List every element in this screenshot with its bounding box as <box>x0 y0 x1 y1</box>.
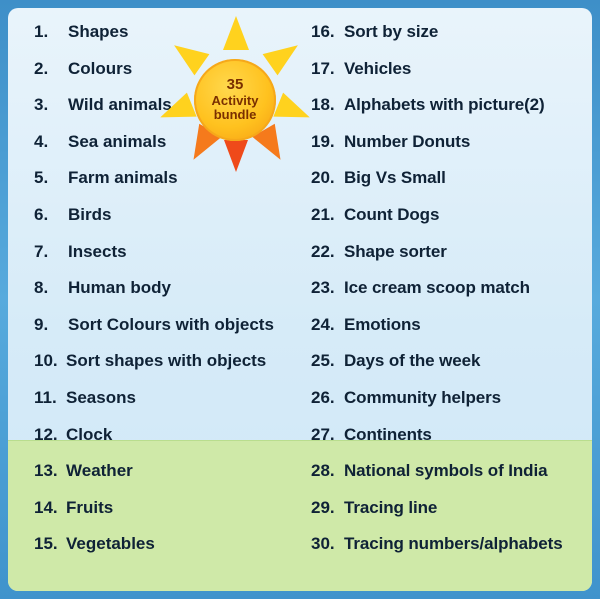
list-item-label: Sea animals <box>68 131 167 151</box>
list-item[interactable] <box>311 242 582 279</box>
list-item-label: Sort Colours with objects <box>68 314 274 334</box>
list-item[interactable] <box>311 59 582 96</box>
list-item-label: Colours <box>68 58 133 78</box>
list-item-label: Continents <box>344 424 432 444</box>
list-item-number: 13. <box>34 461 58 481</box>
list-item-label: Shapes <box>68 22 129 41</box>
list-item[interactable] <box>311 22 582 59</box>
list-item[interactable] <box>34 22 305 59</box>
list-item[interactable] <box>34 132 305 169</box>
list-item[interactable] <box>311 95 582 132</box>
list-item-label: Insects <box>68 241 127 261</box>
list-item-label: Tracing numbers/alphabets <box>344 534 563 554</box>
list-item[interactable] <box>311 425 582 462</box>
list-item[interactable] <box>34 534 305 571</box>
list-item-label: Days of the week <box>344 351 481 371</box>
list-item-number: 6. <box>34 204 49 224</box>
list-item[interactable] <box>311 351 582 388</box>
list-item[interactable] <box>34 92 305 132</box>
list-item-number: 25. <box>311 351 335 371</box>
list-item-number: 14. <box>34 497 58 517</box>
list-item[interactable] <box>311 498 582 535</box>
list-item-number: 12. <box>34 424 58 444</box>
list-item-label: Ice cream scoop match <box>344 278 530 298</box>
list-item[interactable] <box>311 278 582 315</box>
list-item-label: Community helpers <box>344 387 501 407</box>
list-item[interactable] <box>34 461 305 498</box>
list-item-label: Vehicles <box>344 58 412 78</box>
list-item-number: 20. <box>311 168 335 188</box>
list-item-label: Clock <box>66 424 113 444</box>
list-item-label: Big Vs Small <box>344 168 446 188</box>
list-item-number: 23. <box>311 278 335 298</box>
list-item-number: 22. <box>311 241 335 261</box>
list-item-number: 2. <box>34 58 49 78</box>
list-item-label: Tracing line <box>344 497 438 517</box>
list-item[interactable] <box>311 534 582 571</box>
list-item[interactable] <box>34 168 305 205</box>
list-item-number: 17. <box>311 58 335 78</box>
list-item[interactable] <box>34 205 305 242</box>
list-item-label: Weather <box>66 461 133 481</box>
list-item-number: 1. <box>34 22 49 41</box>
list-item[interactable] <box>311 205 582 242</box>
list-item[interactable] <box>311 168 582 205</box>
list-item-number: 24. <box>311 314 335 334</box>
list-item-number: 10. <box>34 351 58 371</box>
list-item-label: Farm animals <box>68 168 178 188</box>
list-item-label: Seasons <box>66 387 136 407</box>
list-item-label: Shape sorter <box>344 241 447 261</box>
list-item-label: Number Donuts <box>344 131 471 151</box>
list-item-label: Birds <box>68 204 112 224</box>
badge-count: 35 <box>226 76 244 94</box>
list-item-label: Human body <box>68 278 171 298</box>
list-item-number: 21. <box>311 204 335 224</box>
activity-column-left <box>18 22 305 583</box>
list-item-number: 28. <box>311 461 335 481</box>
list-item-number: 5. <box>34 168 49 188</box>
list-item-label: Wild animals <box>68 95 172 115</box>
list-item-number: 30. <box>311 534 335 554</box>
list-item-label: Count Dogs <box>344 204 440 224</box>
list-item-number: 11. <box>34 387 57 407</box>
list-item[interactable] <box>311 388 582 425</box>
badge-line2: bundle <box>213 107 257 123</box>
list-item-label: National symbols of India <box>344 461 548 481</box>
activity-list-card <box>8 8 592 591</box>
list-item[interactable] <box>34 278 305 315</box>
list-item-number: 7. <box>34 241 49 261</box>
list-item-number: 27. <box>311 424 335 444</box>
list-item[interactable] <box>34 59 305 96</box>
list-item-number: 9. <box>34 314 49 334</box>
list-item-number: 29. <box>311 497 335 517</box>
list-item[interactable] <box>34 425 305 462</box>
list-item-label: Sort shapes with objects <box>66 351 267 371</box>
list-item-label: Fruits <box>66 497 114 517</box>
list-item[interactable] <box>34 351 305 388</box>
activity-columns <box>8 8 592 591</box>
list-item-label: Vegetables <box>66 534 155 554</box>
list-item-label: Emotions <box>344 314 421 334</box>
list-item[interactable] <box>34 388 305 425</box>
list-item-number: 8. <box>34 278 49 298</box>
list-item[interactable] <box>311 461 582 498</box>
list-item[interactable] <box>311 132 582 169</box>
badge-line1: Activity <box>211 92 259 108</box>
list-item-label: Sort by size <box>344 22 439 41</box>
list-item-number: 18. <box>311 95 335 115</box>
list-item-label: Alphabets with picture(2) <box>344 95 545 115</box>
list-item-number: 4. <box>34 131 49 151</box>
list-item-number: 19. <box>311 131 335 151</box>
list-item-number: 26. <box>311 387 335 407</box>
list-item[interactable] <box>34 315 305 352</box>
list-item[interactable] <box>34 242 305 279</box>
list-item-number: 3. <box>34 95 49 115</box>
list-item-number: 16. <box>311 22 335 41</box>
list-item[interactable] <box>311 315 582 352</box>
activity-column-right <box>305 22 582 583</box>
list-item[interactable] <box>34 498 305 535</box>
list-item-number: 15. <box>34 534 58 554</box>
